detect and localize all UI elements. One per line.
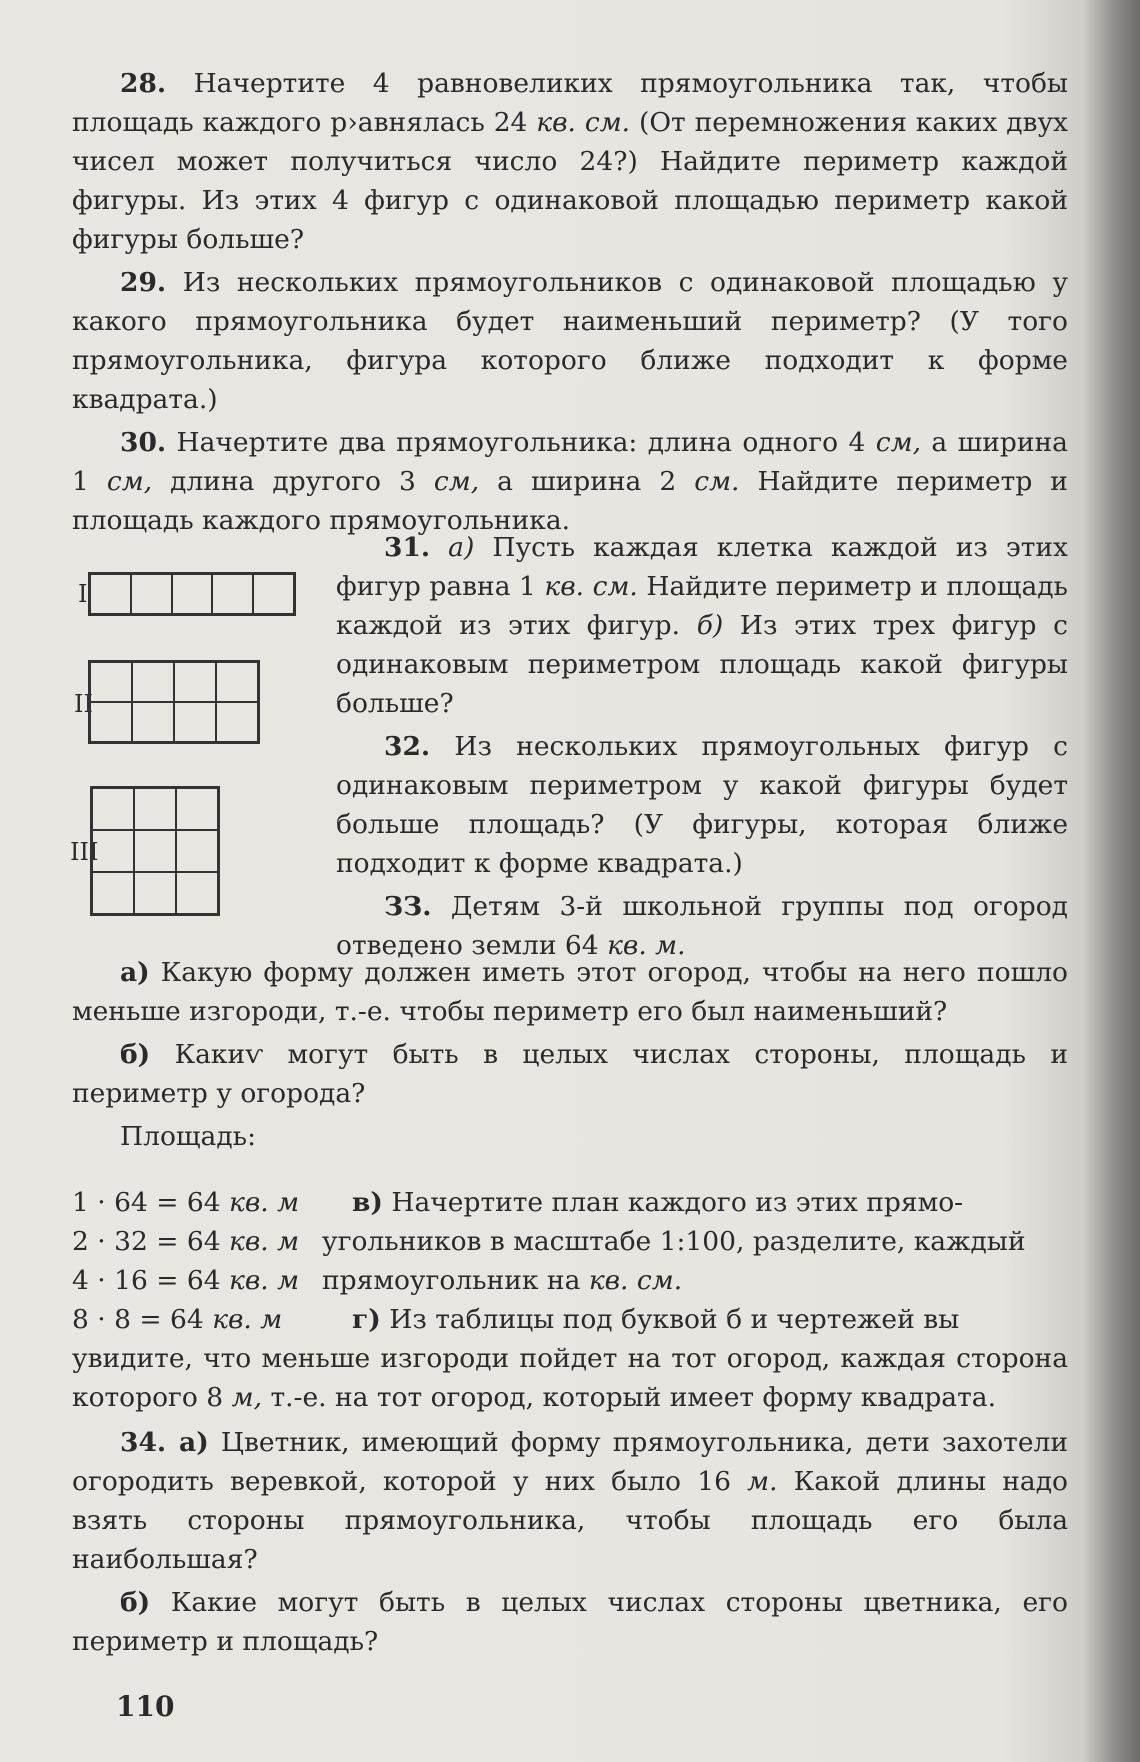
problem-28: 28. Начертите 4 равновеликих прямоугольника так, чтобы площадь каждого р›авнялась 24 кв. см. (От перемножения каких двух чисел может получиться число 24?) Найдите периметр каждой фигуры. Из этих 4 фигур с одинаковой площадью периметр какой фигуры больше? (72, 68, 1068, 255)
problem-33-v-line2: угольников в масштабе 1:100, разделите, каждый (322, 1226, 1026, 1257)
figure-1-grid (88, 572, 296, 616)
area-row: 2 · 32 = 64 кв. м (72, 1226, 300, 1257)
figure-1-label: I (78, 580, 88, 608)
area-row: 1 · 64 = 64 кв. м (72, 1187, 300, 1218)
figure-2-grid (88, 660, 260, 744)
problems-31-33-column (336, 528, 1068, 969)
problem-33-parts (72, 953, 1068, 1160)
problem-33-v-line1: в) Начертите план каждого из этих прямо- (352, 1187, 964, 1218)
problem-30: 30. Начертите два прямоугольника: длина одного 4 см, а ширина 1 см, длина другого 3 см, а ширина 2 см. Найдите периметр и площадь каждого прямоугольника. (72, 427, 1068, 536)
problem-33-b: б) Какиѵ могут быть в целых числах стороны, площадь и периметр у огорода? (72, 1039, 1068, 1109)
problem-34-a: 34. а) Цветник, имеющий форму прямоугольника, дети захотели огородить веревкой, которой у них было 16 м. Какой длины надо взять стороны прямоугольника, чтобы площадь его была наибольшая? (72, 1427, 1069, 1575)
figure-2-label: II (74, 690, 93, 718)
problem-33-v-line3: прямоугольник на кв. см. (322, 1265, 683, 1296)
problem-31: 31. а) Пусть каждая клетка каждой из этих фигур равна 1 кв. см. Найдите периметр и площадь каждой из этих фигур. б) Из этих трех фигур с одинаковым периметром площадь какой фигуры больше? (336, 532, 1068, 719)
problems-28-30 (72, 64, 1068, 544)
figure-3-grid (90, 786, 220, 916)
problem-33-g-text: увидите, что меньше изгороди пойдет на тот огород, каждая сторона которого 8 м, т.-е. на тот огород, который имеет форму квадрата. (72, 1343, 1068, 1413)
area-heading: Площадь: (120, 1121, 257, 1152)
problem-34-b: б) Какие могут быть в целых числах стороны цветника, его периметр и площадь? (72, 1587, 1068, 1657)
problem-33-g-rest (72, 1339, 1068, 1665)
figure-3-label: III (70, 838, 99, 866)
problem-33-g-line1: г) Из таблицы под буквой б и чертежей вы (352, 1304, 960, 1335)
page-number: 110 (116, 1690, 175, 1723)
problem-33-intro: ЗЗ. Детям 3-й школьной группы под огород отведено земли 64 кв. м. (336, 891, 1068, 961)
problem-29: 29. Из нескольких прямоугольников с одинаковой площадью у какого прямоугольника будет наименьший периметр? (У того прямоугольника, фигура которого ближе подходит к форме квадрата.) (72, 267, 1068, 415)
problem-33-a: а) Какую форму должен иметь этот огород, чтобы на него пошло меньше изгороди, т.-е. чтобы периметр его был наименьший? (72, 957, 1068, 1027)
area-row: 4 · 16 = 64 кв. м (72, 1265, 300, 1296)
problem-32: 32. Из нескольких прямоугольных фигур с одинаковым периметром у какой фигуры будет больше площадь? (У фигуры, которая ближе подходит к форме квадрата.) (336, 731, 1068, 879)
area-row: 8 · 8 = 64 кв. м (72, 1304, 283, 1335)
